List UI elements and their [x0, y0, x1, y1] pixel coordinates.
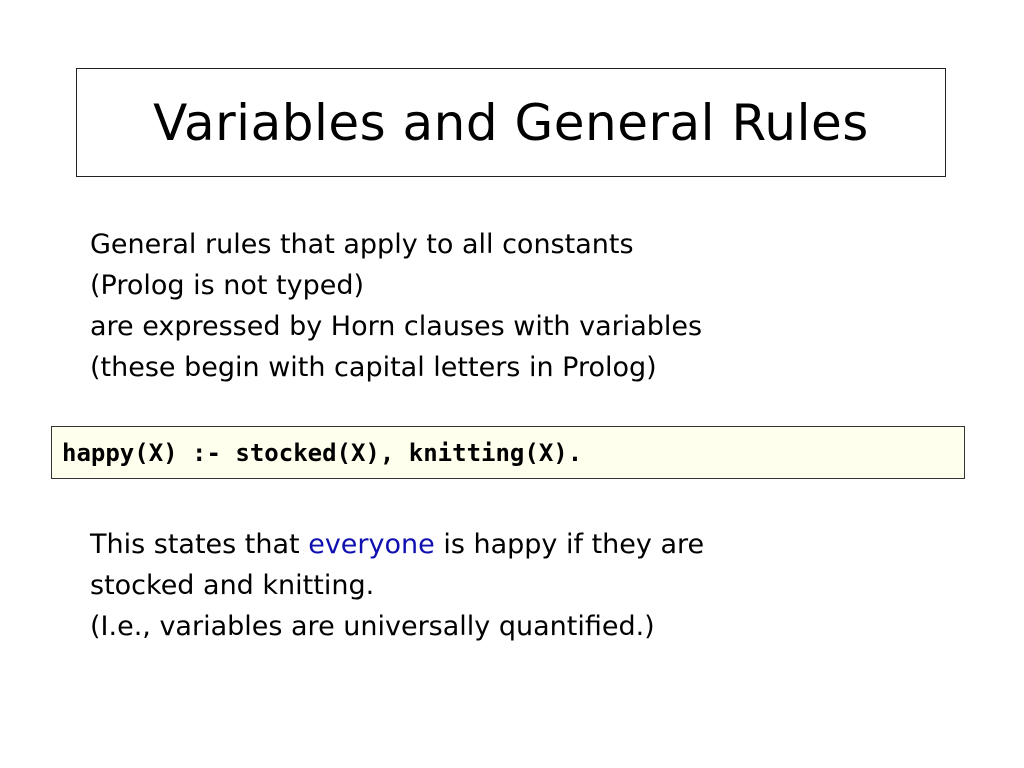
code-example-box [51, 426, 965, 479]
prolog-rule-code: happy(X) :- stocked(X), knitting(X). [62, 438, 583, 467]
explanation-line-1-after: is happy if they are [434, 529, 705, 560]
explanation-line-1 [90, 524, 704, 565]
explanation-paragraph [90, 524, 704, 647]
emphasis-everyone: everyone [308, 529, 435, 560]
intro-paragraph [90, 224, 702, 388]
intro-line-3: are expressed by Horn clauses with variables [90, 311, 703, 342]
slide-title: Variables and General Rules [153, 93, 869, 152]
intro-line-2: (Prolog is not typed) [90, 270, 365, 301]
intro-line-4: (these begin with capital letters in Prolog) [90, 352, 657, 383]
explanation-line-1-before: This states that [90, 529, 309, 560]
intro-line-1: General rules that apply to all constants [90, 229, 634, 260]
slide-title-box [76, 68, 946, 177]
explanation-line-2: stocked and knitting. [90, 570, 375, 601]
explanation-line-3: (I.e., variables are universally quantified.) [90, 611, 655, 642]
